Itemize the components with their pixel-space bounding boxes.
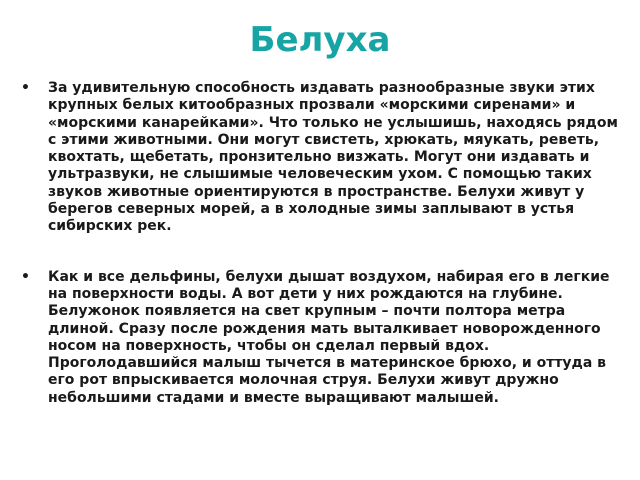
bullet-item: [18, 80, 618, 236]
paragraph-text: За удивительную способность издавать разнообразные звуки этих крупных белых китообразных прозвали «морскими сиренами» и «морскими канарейками». Что только не услышишь, находясь рядом с этими животными. Они могут свистеть, хрюкать, мяукать, реветь, квохтать, щебетать, пронзительно визжать. Могут они издавать и ультразвуки, не слышимые человеческим ухом. С помощью таких звуков животные ориентируются в пространстве. Белухи живут у берегов северных морей, а в холодные зимы заплывают в устья сибирских рек.: [48, 80, 618, 235]
bullet-dot-icon: •: [21, 80, 30, 96]
bullet-dot-icon: •: [21, 268, 30, 285]
bullet-item: [18, 269, 618, 407]
bullet-list: [18, 80, 618, 407]
slide-title: Белуха: [249, 20, 391, 60]
paragraph-text: Как и все дельфины, белухи дышат воздухом, набирая его в легкие на поверхности воды. А вот дети у них рождаются на глубине. Белужонок появляется на свет крупным – почти полтора метра длиной. Сразу после рождения мать выталкивает новорожденного носом на поверхность, чтобы он сделал первый вдох. Проголодавшийся малыш тычется в материнское брюхо, и оттуда в его рот впрыскивается молочная струя. Белухи живут дружно небольшими стадами и вместе выращивают малышей.: [48, 268, 610, 406]
